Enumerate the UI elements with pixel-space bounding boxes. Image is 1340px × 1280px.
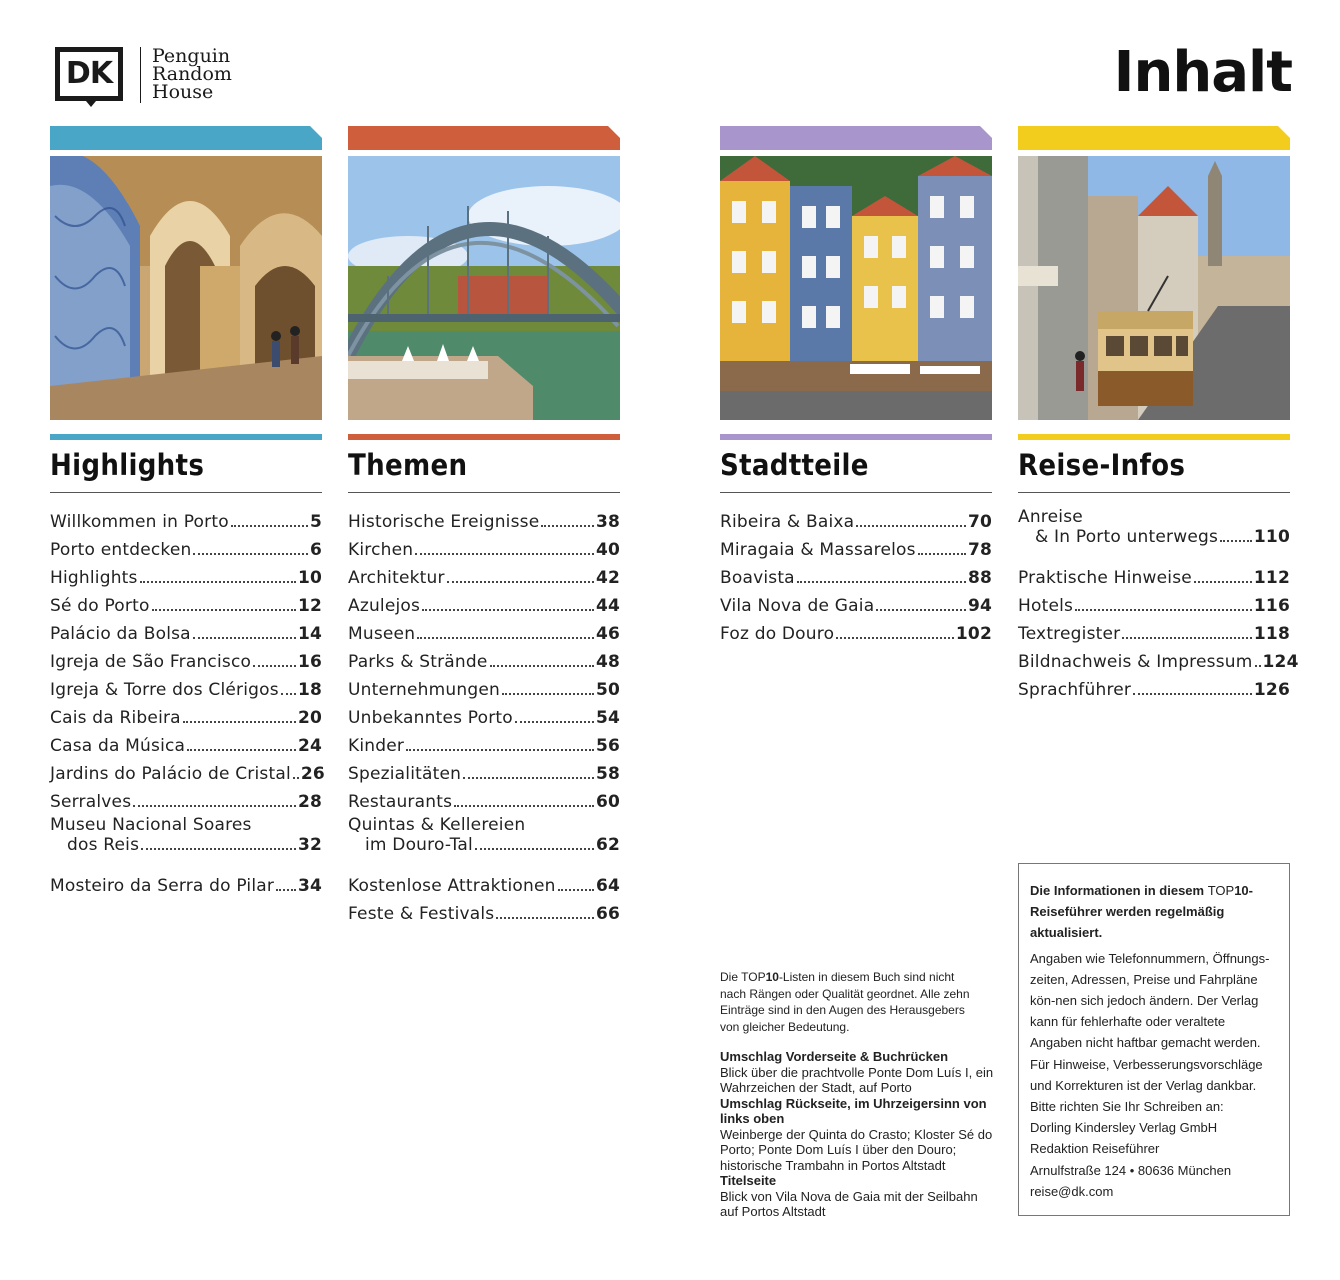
update-info-box [1018,863,1290,1216]
toc-label: Igreja de São Francisco [50,652,252,672]
toc-label: Museu Nacional Soares [50,815,252,835]
photo-ribeira-houses [720,156,992,420]
credit-heading: Umschlag Vorderseite & Buchrücken [720,1049,949,1064]
toc-leader-dots [454,805,594,807]
toc-entry [1018,591,1290,619]
toc-label: Praktische Hinweise [1018,568,1192,588]
section-stadtteile [720,126,992,647]
info-body: Angaben wie Telefonnummern, Öffnungs-zeiten, Adressen, Preise und Fahrpläne kön-nen sich jedoch ändern. Der Verlag kann für fehlerhafte oder veraltete Angaben nicht haftbar gemacht werden. Für Hinweise, Verbesserungsvorschläge und Korrekturen ist der Verlag dankbar. Bitte richten Sie Ihr Schreiben an: [1030,950,1270,1115]
toc-entry [50,535,322,563]
info-address-line: Redaktion Reiseführer [1030,1141,1160,1157]
title-rule [1018,492,1290,493]
info-address-line: Dorling Kindersley Verlag GmbH [1030,1120,1218,1136]
toc-page-number: 34 [297,876,322,896]
toc-label: Anreise [1018,507,1083,527]
section-tab [50,126,322,150]
toc-leader-dots [422,609,594,611]
section-tab [348,126,620,150]
toc-page-number: 50 [595,680,620,700]
prh-line-1: Penguin [152,45,231,67]
toc-entry [348,731,620,759]
toc-label: Palácio da Bolsa [50,624,191,644]
toc-entry [348,619,620,647]
toc-entry [348,535,620,563]
toc-leader-dots [447,581,594,583]
toc-page-number: 44 [595,596,620,616]
section-title: Reise-Infos [1018,448,1186,482]
toc-leader-dots [876,609,966,611]
photo-historic-tram [1018,156,1290,420]
toc-entry [1018,619,1290,647]
toc-leader-dots [463,777,594,779]
toc-leader-dots [1255,665,1261,667]
toc-label: Architektur [348,568,445,588]
toc-entry [1018,675,1290,703]
toc-page-number: 38 [595,512,620,532]
toc-page-number: 118 [1253,624,1290,644]
toc-label: Kinder [348,736,405,756]
toc-entry [348,787,620,815]
toc-label: Azulejos [348,596,421,616]
toc-page-number: 102 [955,624,992,644]
toc-entry [720,535,992,563]
toc-page-number: 48 [595,652,620,672]
toc-entry [50,619,322,647]
toc-label: Parks & Strände [348,652,488,672]
note-ten: 10 [765,970,779,984]
toc-leader-dots [1122,637,1252,639]
toc-label: Restaurants [348,792,453,812]
toc-leader-dots [406,749,594,751]
toc-page-number: 54 [595,708,620,728]
toc-entry [1018,507,1290,563]
toc-label: Quintas & Kellereien [348,815,526,835]
toc-label: Kostenlose Attraktionen [348,876,556,896]
toc-label: Sprachführer [1018,680,1132,700]
toc-page-number: 62 [595,835,620,855]
toc-leader-dots [490,665,594,667]
toc-page-number: 126 [1253,680,1290,700]
toc-label: Casa da Música [50,736,186,756]
toc-label: Boavista [720,568,795,588]
toc-page-number: 26 [300,764,325,784]
info-address-line: Arnulfstraße 124 • 80636 München [1030,1162,1232,1178]
photo-cloister-azulejos [50,156,322,420]
toc-label-continued: dos Reis [67,835,140,855]
toc-entry [50,647,322,675]
toc-label: Porto entdecken [50,540,192,560]
toc-label: Mosteiro da Serra do Pilar [50,876,275,896]
photo-ponte-dom-luis [348,156,620,420]
toc-entry [720,563,992,591]
toc-label: Kirchen [348,540,414,560]
toc-leader-dots [558,889,594,891]
toc-entry [1018,563,1290,591]
note-top: TOP [741,970,766,984]
publisher-logo [55,47,232,105]
toc-leader-dots [797,581,966,583]
toc-label-continued: im Douro-Tal [365,835,473,855]
toc-leader-dots [140,581,296,583]
title-rule [50,492,322,493]
toc-leader-dots [193,637,296,639]
toc-page-number: 6 [309,540,322,560]
toc-page-number: 70 [967,512,992,532]
toc-entry [50,675,322,703]
toc-leader-dots [253,665,296,667]
toc-label: Unternehmungen [348,680,500,700]
toc-label: Unbekanntes Porto [348,708,513,728]
cover-credits [720,1049,995,1220]
toc-page-number: 56 [595,736,620,756]
toc-leader-dots [293,777,299,779]
toc-label: Hotels [1018,596,1074,616]
toc-entry [720,591,992,619]
toc-label: Historische Ereignisse [348,512,540,532]
toc-label: Museen [348,624,416,644]
toc-label: Ribeira & Baixa [720,512,855,532]
section-title: Themen [348,448,468,482]
toc-leader-dots [475,848,594,850]
credit-heading: Titelseite [720,1173,777,1188]
toc-leader-dots [502,693,594,695]
toc-leader-dots [152,609,296,611]
section-themen [348,126,620,927]
top10-note [720,969,980,1035]
toc-leader-dots [836,637,954,639]
toc-leader-dots [415,553,594,555]
toc-entry [50,759,325,787]
toc-leader-dots [496,917,594,919]
toc-entry [50,563,322,591]
toc-label: Willkommen in Porto [50,512,229,532]
toc-leader-dots [187,749,296,751]
toc-page-number: 16 [297,652,322,672]
toc-page-number: 14 [297,624,322,644]
toc-page-number: 112 [1253,568,1290,588]
toc-entry [720,619,992,647]
toc-entry [50,731,322,759]
toc-leader-dots [281,693,296,695]
toc-leader-dots [417,637,594,639]
info-email: reise@dk.com [1030,1183,1114,1199]
toc-leader-dots [515,721,594,723]
toc-page-number: 28 [297,792,322,812]
toc-page-number: 46 [595,624,620,644]
title-rule [720,492,992,493]
toc-page-number: 88 [967,568,992,588]
toc-leader-dots [141,848,296,850]
toc-leader-dots [276,889,296,891]
toc-entry [720,507,992,535]
toc-page-number: 10 [297,568,322,588]
toc-leader-dots [856,525,966,527]
toc-leader-dots [1133,693,1252,695]
toc-label: Jardins do Palácio de Cristal [50,764,291,784]
toc-label: Foz do Douro [720,624,835,644]
toc-entry [1018,647,1299,675]
toc-list [50,507,325,899]
toc-label: Feste & Festivals [348,904,495,924]
title-rule [348,492,620,493]
toc-label: Miragaia & Massarelos [720,540,916,560]
toc-label: Textregister [1018,624,1121,644]
toc-entry [348,871,620,899]
toc-page-number: 58 [595,764,620,784]
section-underline [348,434,620,440]
section-title: Stadtteile [720,448,869,482]
section-title: Highlights [50,448,205,482]
prh-line-3: House [152,81,214,103]
section-underline [50,434,322,440]
credit-text: Blick über die prachtvolle Ponte Dom Luís I, ein Wahrzeichen der Stadt, auf Porto [720,1064,994,1095]
credit-text: Blick von Vila Nova de Gaia mit der Seilbahn auf Portos Altstadt [720,1188,978,1219]
toc-label: Spezialitäten [348,764,462,784]
toc-entry [50,815,322,871]
toc-page-number: 18 [297,680,322,700]
dk-logo-text: DK [65,56,113,91]
section-underline [720,434,992,440]
section-tab [720,126,992,150]
section-highlights [50,126,325,899]
toc-leader-dots [231,525,308,527]
penguin-random-house-logo [152,47,232,101]
prh-line-2: Random [152,63,232,85]
toc-list [1018,507,1299,703]
toc-entry [348,759,620,787]
toc-entry [50,703,322,731]
toc-entry [50,591,322,619]
toc-entry [348,815,620,871]
toc-leader-dots [1220,540,1252,542]
logo-divider [140,47,141,103]
toc-leader-dots [193,553,307,555]
toc-leader-dots [918,553,966,555]
toc-leader-dots [1075,609,1252,611]
toc-page-number: 78 [967,540,992,560]
toc-page-number: 5 [309,512,322,532]
toc-leader-dots [183,721,296,723]
toc-entry [50,787,322,815]
toc-page-number: 12 [297,596,322,616]
toc-entry [348,647,620,675]
toc-page-number: 116 [1253,596,1290,616]
note-text: -Listen in diesem Buch sind nicht nach Rängen oder Qualität geordnet. Alle zehn Einträge sind in den Augen des Herausgebers von gleicher Bedeutung. [720,970,970,1034]
toc-page-number: 110 [1253,527,1290,547]
toc-label: Bildnachweis & Impressum [1018,652,1253,672]
section-underline [1018,434,1290,440]
section-tab [1018,126,1290,150]
info-lead: Die Informationen in diesem TOP10-Reiseführer werden regelmäßig aktualisiert. [1030,883,1254,941]
toc-entry [348,899,620,927]
toc-page-number: 94 [967,596,992,616]
toc-page-number: 40 [595,540,620,560]
toc-entry [348,591,620,619]
toc-entry [348,507,620,535]
toc-entry [50,507,322,535]
toc-page-number: 24 [297,736,322,756]
dk-logo [55,47,123,101]
toc-label: Highlights [50,568,138,588]
page-title: Inhalt [1113,40,1292,105]
toc-leader-dots [133,805,296,807]
toc-page-number: 42 [595,568,620,588]
toc-entry [348,703,620,731]
toc-leader-dots [541,525,594,527]
section-reise-infos [1018,126,1299,703]
toc-label: Serralves [50,792,132,812]
toc-label: Igreja & Torre dos Clérigos [50,680,279,700]
toc-label: Sé do Porto [50,596,150,616]
toc-page-number: 64 [595,876,620,896]
toc-list [348,507,620,927]
credit-text: Weinberge der Quinta do Crasto; Kloster Sé do Porto; Ponte Dom Luís I über den Douro; historische Trambahn in Portos Altstadt [720,1126,993,1173]
toc-page-number: 32 [297,835,322,855]
credit-heading: Umschlag Rückseite, im Uhrzeigersinn von links oben [720,1095,987,1126]
toc-page-number: 66 [595,904,620,924]
toc-page-number: 20 [297,708,322,728]
toc-label-continued: & In Porto unterwegs [1035,527,1219,547]
note-prefix: Die [720,970,742,984]
toc-label: Vila Nova de Gaia [720,596,875,616]
toc-page-number: 124 [1262,652,1299,672]
toc-page-number: 60 [595,792,620,812]
toc-label: Cais da Ribeira [50,708,181,728]
toc-entry [50,871,322,899]
toc-entry [348,675,620,703]
toc-entry [348,563,620,591]
toc-list [720,507,992,647]
toc-leader-dots [1194,581,1252,583]
